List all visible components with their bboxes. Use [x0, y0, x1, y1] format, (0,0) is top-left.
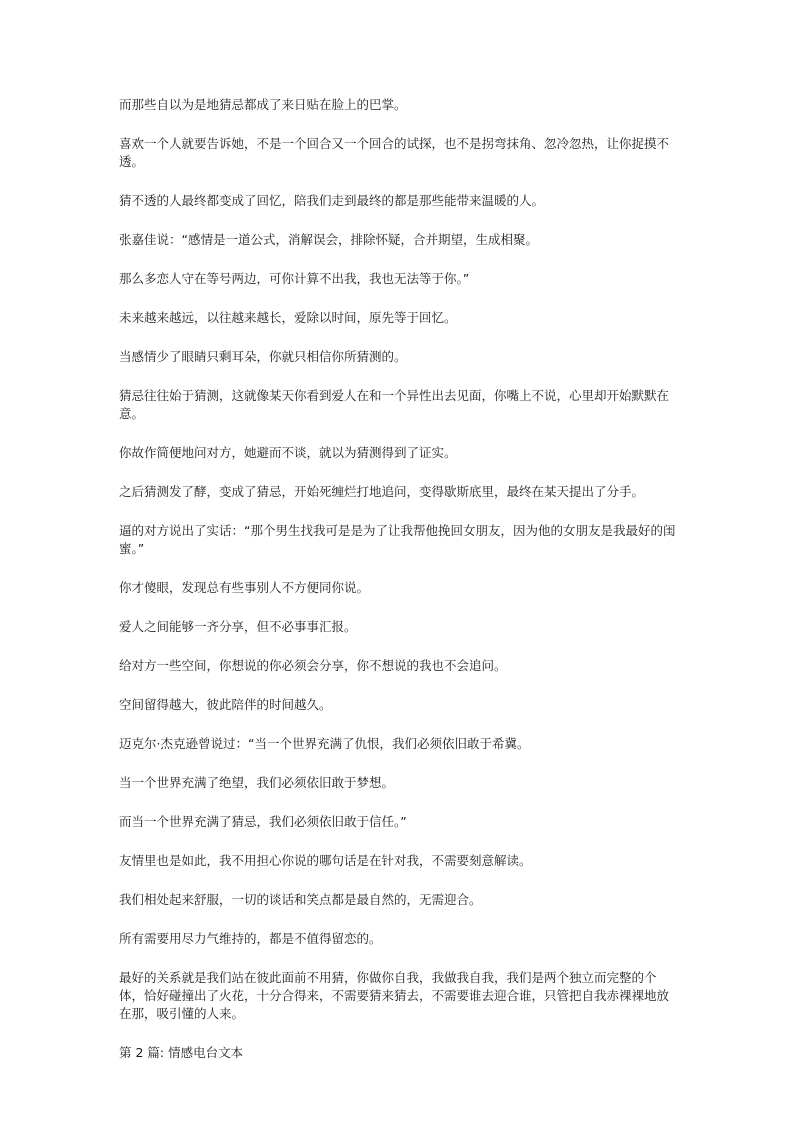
paragraph: 友情里也是如此，我不用担心你说的哪句话是在针对我，不需要刻意解读。 [119, 853, 532, 868]
paragraph: 之后猜测发了酵，变成了猜忌，开始死缠烂打地追问，变得歇斯底里，最终在某天提出了分手。 [119, 484, 645, 499]
paragraph: 最好的关系就是我们站在彼此面前不用猜，你做你自我，我做我自我，我们是两个独立而完整的个体，恰好碰撞出了火花，十分合得来，不需要猜来猜去，不需要谁去迎合谁，只管把自我赤裸裸地放在那，吸引懂的人来。 [119, 970, 670, 1021]
paragraph: 猜不透的人最终都变成了回忆，陪我们走到最终的都是那些能带来温暖的人。 [119, 193, 545, 208]
document-body [119, 96, 679, 1062]
paragraph: 逼的对方说出了实话：“那个男生找我可是是为了让我帮他挽回女朋友，因为他的女朋友是我最好的闺蜜。” [119, 523, 676, 556]
paragraph: 迈克尔·杰克逊曾说过：“当一个世界充满了仇恨，我们必须依旧敢于希冀。 [119, 736, 530, 751]
paragraph: 我们相处起来舒服，一切的谈话和笑点都是最自然的，无需迎合。 [119, 892, 482, 907]
paragraph: 你故作简便地问对方，她避而不谈，就以为猜测得到了证实。 [119, 445, 457, 460]
paragraph: 所有需要用尽力气维持的，都是不值得留恋的。 [119, 931, 382, 946]
paragraph: 而当一个世界充满了猜忌，我们必须依旧敢于信任。” [119, 814, 407, 829]
paragraph: 空间留得越大，彼此陪伴的时间越久。 [119, 697, 332, 712]
paragraph: 喜欢一个人就要告诉她，不是一个回合又一个回合的试探，也不是拐弯抹角、忽冷忽热，让你捉摸不透。 [119, 136, 670, 169]
paragraph: 当感情少了眼睛只剩耳朵，你就只相信你所猜测的。 [119, 349, 407, 364]
paragraph: 未来越来越远，以往越来越长，爱除以时间，原先等于回忆。 [119, 310, 457, 325]
paragraph: 你才傻眼，发现总有些事别人不方便同你说。 [119, 580, 370, 595]
paragraph: 那么多恋人守在等号两边，可你计算不出我，我也无法等于你。” [119, 271, 470, 286]
paragraph: 而那些自以为是地猜忌都成了来日贴在脸上的巴掌。 [119, 97, 407, 112]
paragraph: 当一个世界充满了绝望，我们必须依旧敢于梦想。 [119, 775, 395, 790]
paragraph: 爱人之间能够一齐分享，但不必事事汇报。 [119, 619, 357, 634]
section-title: 第 2 篇: 情感电台文本 [119, 1045, 244, 1060]
paragraph: 张嘉佳说：“感情是一道公式，消解误会，排除怀疑，合并期望，生成相聚。 [119, 232, 538, 247]
paragraph: 猜忌往往始于猜测，这就像某天你看到爱人在和一个异性出去见面，你嘴上不说，心里却开始默默在意。 [119, 388, 670, 421]
paragraph: 给对方一些空间，你想说的你必须会分享，你不想说的我也不会追问。 [119, 658, 507, 673]
